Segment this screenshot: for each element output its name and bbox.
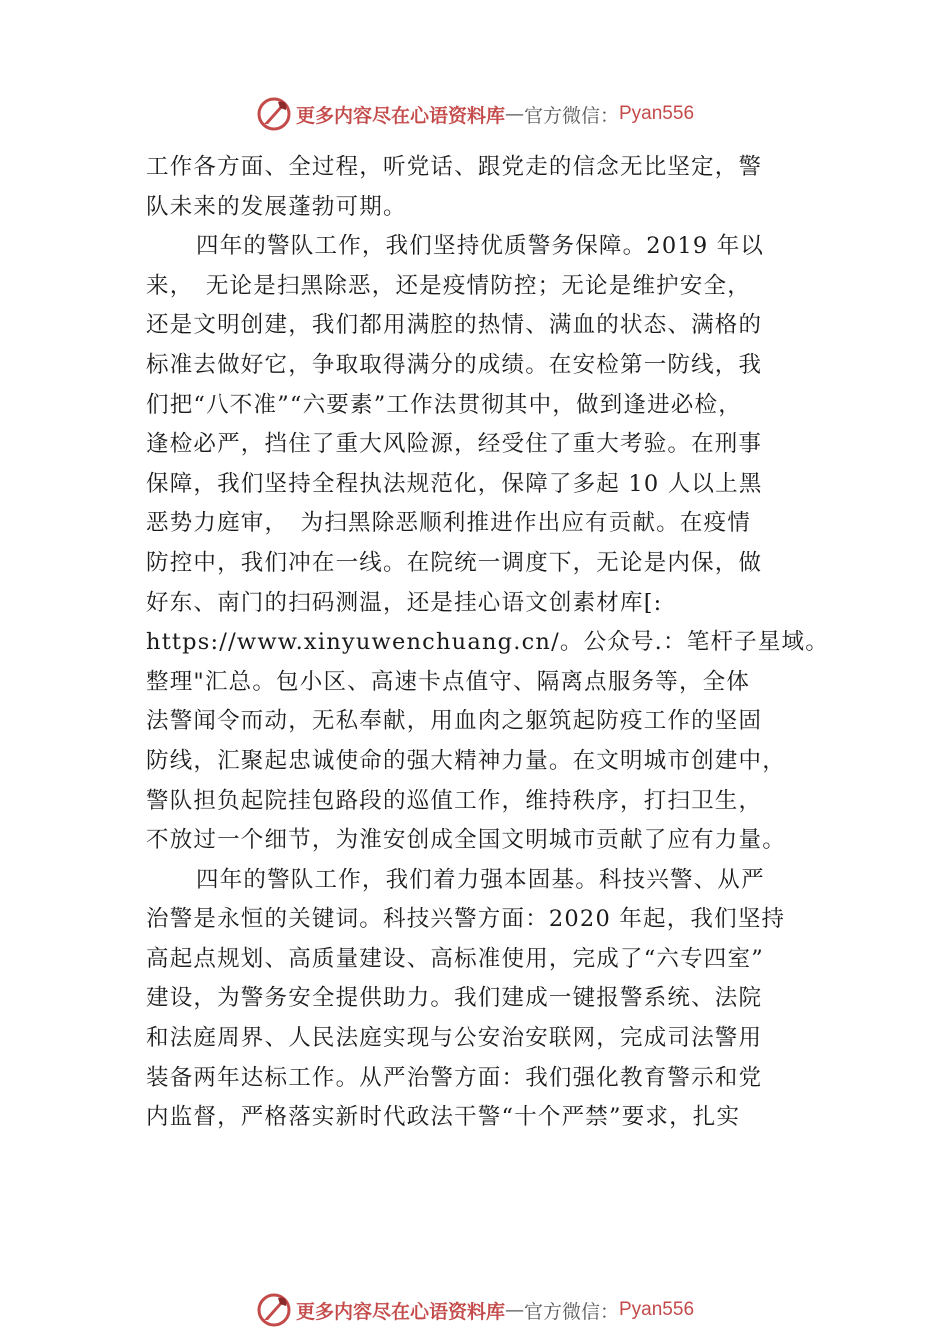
banner-brand: 更多内容尽在心语资料库 <box>295 1300 505 1323</box>
text-line: 整理"汇总。包小区、高速卡点值守、隔离点服务等，全体 <box>146 668 751 695</box>
text-line: 治警是永恒的关键词。科技兴警方面：2020 年起，我们坚持 <box>146 906 786 933</box>
banner-official-label: 官方微信： <box>523 1300 619 1323</box>
text-line: 防线，汇聚起忠诚使命的强大精神力量。在文明城市创建中， <box>146 747 786 774</box>
text-line: 法警闻令而动，无私奉献，用血肉之躯筑起防疫工作的坚固 <box>146 708 763 735</box>
text-line: 恶势力庭审， 为扫黑除恶顺利推进作出应有贡献。在疫情 <box>146 510 751 537</box>
quill-pen-icon <box>256 1292 292 1328</box>
text-line: 逢检必严，挡住了重大风险源，经受住了重大考验。在刑事 <box>146 431 763 458</box>
text-line: 警队担负起院挂包路段的巡值工作，维持秩序，打扫卫生， <box>146 787 763 814</box>
text-line: 不放过一个细节，为淮安创成全国文明城市贡献了应有力量。 <box>146 827 786 854</box>
text-line: 来， 无论是扫黑除恶，还是疫情防控；无论是维护安全， <box>146 272 751 299</box>
text-line: 标准去做好它，争取取得满分的成绩。在安检第一防线，我 <box>146 351 763 378</box>
text-line: 队未来的发展蓬勃可期。 <box>146 193 407 220</box>
footer-banner <box>0 1288 950 1332</box>
text-line: 装备两年达标工作。从严治警方面：我们强化教育警示和党 <box>146 1064 763 1091</box>
text-line: 高起点规划、高质量建设、高标准使用，完成了“六专四室” <box>146 945 764 972</box>
banner-account: Pyan556 <box>619 103 695 124</box>
banner-account: Pyan556 <box>619 1299 695 1320</box>
banner-separator: — <box>504 103 524 125</box>
paragraph-start-line: 四年的警队工作，我们坚持优质警务保障。2019 年以 <box>196 233 765 260</box>
text-line: 好东、南门的扫码测温，还是挂心语文创素材库[: <box>146 589 663 616</box>
body-text <box>146 148 836 1138</box>
banner-brand: 更多内容尽在心语资料库 <box>295 104 505 127</box>
banner-separator: — <box>504 1299 524 1321</box>
header-banner <box>0 92 950 136</box>
text-line: 内监督，严格落实新时代政法干警“十个严禁”要求，扎实 <box>146 1104 741 1131</box>
quill-pen-icon <box>256 96 292 132</box>
banner-official-label: 官方微信： <box>523 104 619 127</box>
text-line: https://www.xinyuwenchuang.cn/。公众号.：笔杆子星域。 <box>146 629 829 656</box>
text-line: 防控中，我们冲在一线。在院统一调度下，无论是内保，做 <box>146 549 763 576</box>
text-line: 建设，为警务安全提供助力。我们建成一键报警系统、法院 <box>146 985 763 1012</box>
text-line: 保障，我们坚持全程执法规范化，保障了多起 10 人以上黑 <box>146 470 763 497</box>
text-line: 还是文明创建，我们都用满腔的热情、满血的状态、满格的 <box>146 312 763 339</box>
paragraph-start-line: 四年的警队工作，我们着力强本固基。科技兴警、从严 <box>196 866 765 893</box>
text-line: 工作各方面、全过程，听党话、跟党走的信念无比坚定，警 <box>146 154 763 180</box>
text-line: 们把“八不准”“六要素”工作法贯彻其中，做到逢进必检， <box>146 391 742 418</box>
text-line: 和法庭周界、人民法庭实现与公安治安联网，完成司法警用 <box>146 1025 763 1052</box>
